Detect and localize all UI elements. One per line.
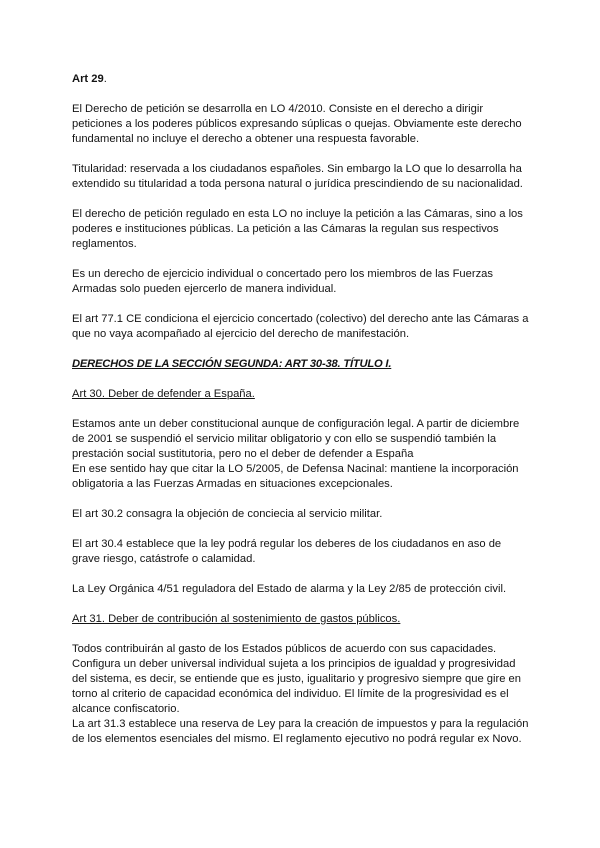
- text-line: de los elementos esenciales del mismo. El reglamento ejecutivo no podrá regular ex Novo.: [72, 733, 522, 745]
- text-line: peticiones a los poderes públicos expresando súplicas o quejas. Obviamente este derecho: [72, 118, 522, 130]
- document-page: [72, 72, 532, 762]
- section-heading: DERECHOS DE LA SECCIÓN SEGUNDA: ART 30-38. TÍTULO I.: [72, 358, 392, 370]
- art29-paragraph-4: [72, 267, 532, 297]
- text-line: Configura un deber universal individual sujeta a los principios de igualdad y progresividad: [72, 658, 516, 670]
- text-line: que no vaya acompañado al ejercicio del derecho de manifestación.: [72, 328, 410, 340]
- text-line: La art 31.3 establece una reserva de Ley para la creación de impuestos y para la regulación: [72, 718, 529, 730]
- text-line: El art 30.4 establece que la ley podrá regular los deberes de los ciudadanos en aso de: [72, 538, 502, 550]
- art29-paragraph-1: [72, 102, 532, 147]
- text-line: de 2001 se suspendió el servicio militar obligatorio y con ello se suspendió también la: [72, 433, 497, 445]
- art29-title-period: .: [103, 73, 107, 85]
- art30-paragraph-3: [72, 537, 532, 567]
- text-line: Estamos ante un deber constitucional aunque de configuración legal. A partir de diciembre: [72, 418, 520, 430]
- text-line: El Derecho de petición se desarrolla en LO 4/2010. Consiste en el derecho a dirigir: [72, 103, 484, 115]
- text-line: fundamental no incluye el derecho a obtener una respuesta favorable.: [72, 133, 420, 145]
- text-line: alcance confiscatorio.: [72, 703, 180, 715]
- art29-paragraph-5: [72, 312, 532, 342]
- art29-heading: [72, 72, 532, 87]
- text-line: En ese sentido hay que citar la LO 5/2005, de Defensa Nacinal: mantiene la incorporación: [72, 463, 519, 475]
- art29-paragraph-3: [72, 207, 532, 252]
- text-line: grave riesgo, catástrofe o calamidad.: [72, 553, 256, 565]
- art29-title: Art 29: [72, 73, 104, 85]
- text-line: La Ley Orgánica 4/51 reguladora del Estado de alarma y la Ley 2/85 de protección civil.: [72, 583, 507, 595]
- art29-paragraph-2: [72, 162, 532, 192]
- text-line: Titularidad: reservada a los ciudadanos españoles. Sin embargo la LO que lo desarrolla ha: [72, 163, 522, 175]
- text-line: del sistema, es decir, se entiende que es justo, igualitario y progresivo siempre que gire en: [72, 673, 521, 685]
- text-line: extendido su titularidad a toda persona natural o jurídica prescindiendo de su nacionalidad.: [72, 178, 523, 190]
- text-line: prestación social sustitutoria, pero no el deber de defender a España: [72, 448, 414, 460]
- art31-paragraph-1: [72, 642, 532, 747]
- text-line: El derecho de petición regulado en esta LO no incluye la petición a las Cámaras, sino a los: [72, 208, 523, 220]
- text-line: poderes e instituciones públicas. La petición a las Cámaras la regulan sus respectivos: [72, 223, 499, 235]
- text-line: torno al criterio de capacidad económica del individuo. El límite de la progresividad es el: [72, 688, 509, 700]
- art31-heading: Art 31. Deber de contribución al sostenimiento de gastos públicos.: [72, 613, 401, 625]
- text-line: obligatoria a las Fuerzas Armadas en situaciones excepcionales.: [72, 478, 393, 490]
- art30-paragraph-1: [72, 417, 532, 492]
- text-line: El art 30.2 consagra la objeción de conciecia al servicio militar.: [72, 508, 383, 520]
- text-line: reglamentos.: [72, 238, 137, 250]
- text-line: Es un derecho de ejercicio individual o concertado pero los miembros de las Fuerzas: [72, 268, 493, 280]
- text-line: El art 77.1 CE condiciona el ejercicio concertado (colectivo) del derecho ante las Cámaras a: [72, 313, 529, 325]
- text-line: Armadas solo pueden ejercerlo de manera individual.: [72, 283, 337, 295]
- text-line: Todos contribuirán al gasto de los Estados públicos de acuerdo con sus capacidades.: [72, 643, 497, 655]
- art30-heading: Art 30. Deber de defender a España.: [72, 388, 255, 400]
- art30-paragraph-4: [72, 582, 532, 597]
- art30-paragraph-2: [72, 507, 532, 522]
